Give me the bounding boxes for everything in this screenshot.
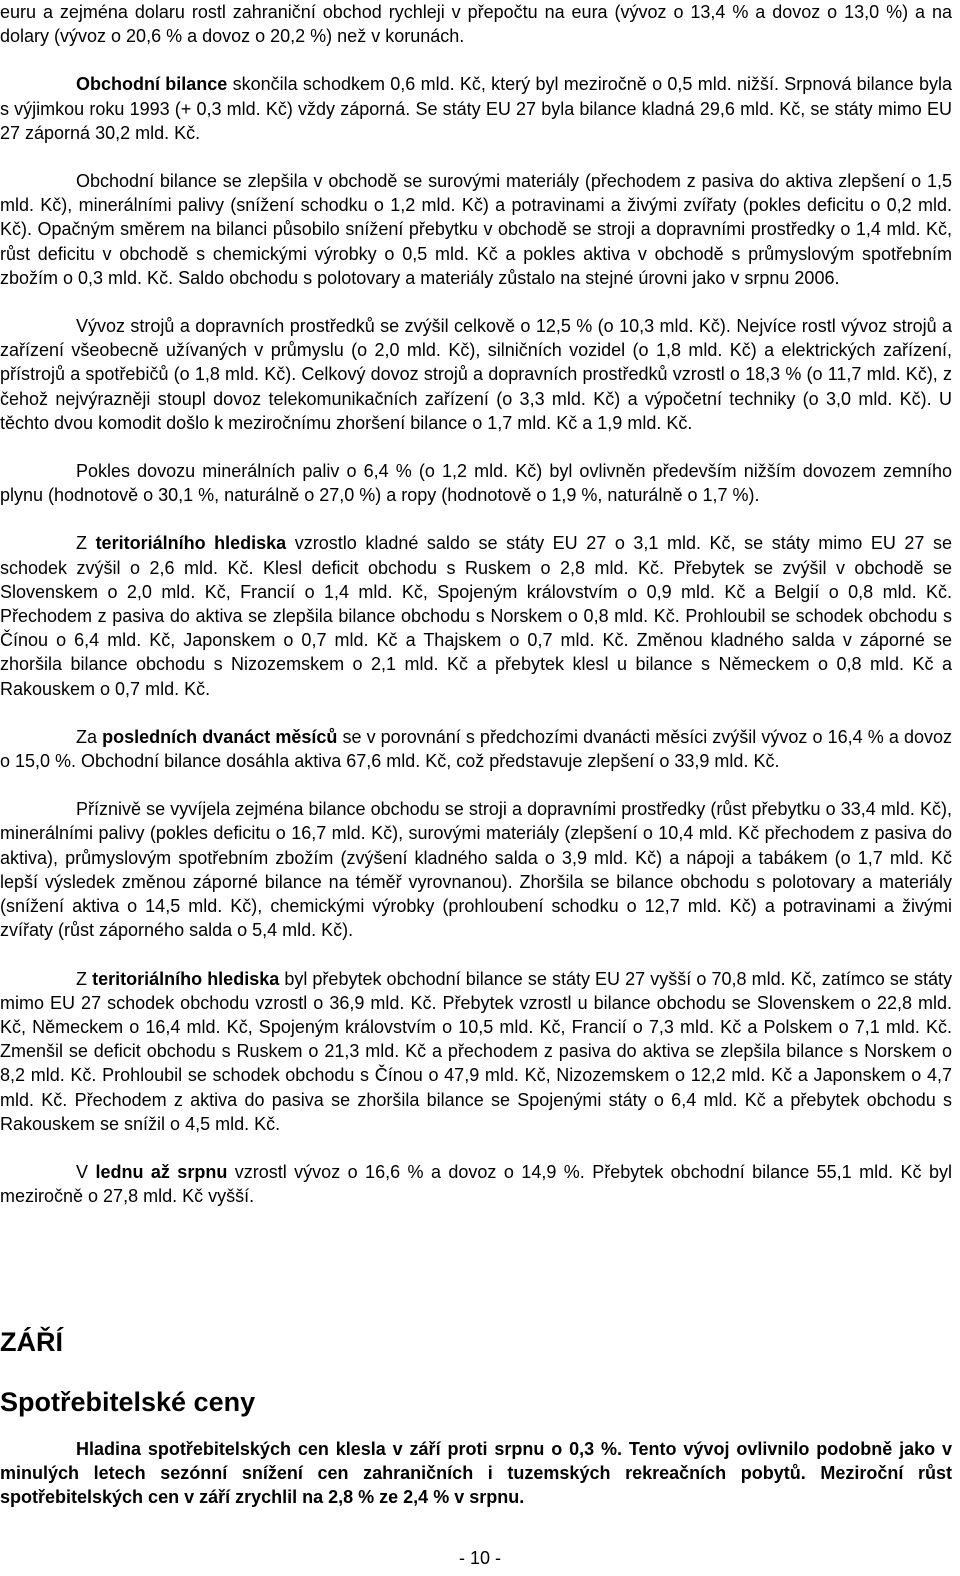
- paragraph-trade-balance: [0, 72, 952, 145]
- paragraph-text: vzrostlo kladné saldo se státy EU 27 o 3,1 mld. Kč, se státy mimo EU 27 se schodek zvýšil o 2,6 mld. Kč. Klesl deficit obchodu s Ruskem o 2,8 mld. Kč. Přebytek se zvýšil v obchodě se Slovenskem o 2,0 mld. Kč, Francií o 1,4 mld. Kč, Spojeným královstvím o 0,9 mld. Kč a Belgií o 0,8 mld. Kč. Přechodem z pasiva do aktiva se zlepšila bilance obchodu s Norskem o 0,8 mld. Kč. Prohloubil se schodek obchodu s Čínou o 6,4 mld. Kč, Japonskem o 0,7 mld. Kč a Thajskem o 0,7 mld. Kč. Změnou kladného salda v záporné se zhoršila bilance obchodu s Nizozemskem o 2,1 mld. Kč a přebytek klesl u bilance s Německem o 0,8 mld. Kč a Rakouskem o 0,7 mld. Kč.: [0, 533, 952, 699]
- page-number: - 10 -: [458, 1548, 501, 1568]
- paragraph-fuel-import: Pokles dovozu minerálních paliv o 6,4 % (o 1,2 mld. Kč) byl ovlivněn především nižším dovozem zemního plynu (hodnotově o 30,1 %, naturálně o 27,0 %) a ropy (hodnotově o 1,9 %, naturálně o 1,7 %).: [0, 461, 952, 506]
- bold-term: teritoriálního hlediska: [95, 533, 287, 554]
- paragraph-balance-improvement: Obchodní bilance se zlepšila v obchodě se surovými materiály (přechodem z pasiva do aktiva zlepšení o 1,5 mld. Kč), minerálními palivy (snížení schodku o 1,2 mld. Kč) a potravinami a živými zvířaty (pokles deficitu o 0,2 mld. Kč). Opačným směrem na bilanci působilo snížení přebytku v obchodě se stroji a dopravními prostředky o 1,4 mld. Kč, růst deficitu v obchodě s chemickými výrobky o 0,5 mld. Kč a pokles aktiva v obchodě s průmyslovým spotřebním zbožím o 0,3 mld. Kč. Saldo obchodu s polotovary a materiály zůstalo na stejné úrovni jako v srpnu 2006.: [0, 171, 952, 288]
- paragraph-text: skončila schodkem 0,6 mld. Kč, který byl meziročně o 0,5 mld. nižší. Srpnová bilance byla s výjimkou roku 1993 (+ 0,3 mld. Kč) vždy záporná. Se státy EU 27 byla bilance kladná 29,6 mld. Kč, se státy mimo EU 27 záporná 30,2 mld. Kč.: [0, 74, 952, 143]
- paragraph-text: Za: [76, 726, 103, 747]
- paragraph-jan-aug: [0, 1160, 952, 1208]
- paragraph-text: se v porovnání s předchozími dvanácti měsíci zvýšil vývoz o 16,4 % a dovoz o 15,0 %. Obchodní bilance dosáhla aktiva 67,6 mld. Kč, což představuje zlepšení o 33,9 mld. Kč.: [0, 726, 952, 772]
- bold-term: teritoriálního hlediska: [92, 968, 280, 989]
- section-title: ZÁŘÍ: [0, 1327, 63, 1357]
- paragraph-machinery-export: Vývoz strojů a dopravních prostředků se zvýšil celkově o 12,5 % (o 10,3 mld. Kč). Nejvíce rostl vývoz strojů a zařízení všeobecně užívaných v průmyslu (o 2,0 mld. Kč), silničních vozidel (o 1,8 mld. Kč) a elektrických zařízení, přístrojů a spotřebičů (o 1,8 mld. Kč). Celkový dovoz strojů a dopravních prostředků vzrostl o 18,3 % (o 11,7 mld. Kč), z čehož nejvýrazněji stoupl dovoz telekomunikačních zařízení (o 3,3 mld. Kč) a výpočetní techniky (o 3,0 mld. Kč). U těchto dvou komodit došlo k meziročnímu zhoršení bilance o 1,7 mld. Kč a 1,9 mld. Kč.: [0, 316, 952, 433]
- paragraph-text: Z: [76, 533, 96, 554]
- paragraph-text: byl přebytek obchodní bilance se státy EU 27 vyšší o 70,8 mld. Kč, zatímco se státy mimo EU 27 schodek obchodu vzrostl o 36,9 mld. Kč. Přebytek vzrostl u bilance obchodu se Slovenskem o 22,8 mld. Kč, Německem o 16,4 mld. Kč, Spojeným královstvím o 10,5 mld. Kč, Francií o 7,3 mld. Kč a Polskem o 7,1 mld. Kč. Zmenšil se deficit obchodu s Ruskem o 21,3 mld. Kč a přechodem z pasiva do aktiva se zlepšila bilance s Norskem o 8,2 mld. Kč. Prohloubil se schodek obchodu s Čínou o 47,9 mld. Kč, Nizozemskem o 12,2 mld. Kč a Japonskem o 4,7 mld. Kč. Přechodem z aktiva do pasiva se zhoršila bilance se Spojenými státy o 6,4 mld. Kč a přebytek obchodu s Rakouskem se snížil o 4,5 mld. Kč.: [0, 968, 952, 1134]
- paragraph-text: V: [76, 1161, 96, 1182]
- paragraph-territorial-2: [0, 967, 952, 1136]
- paragraph-text: Z: [76, 968, 93, 989]
- paragraph-territorial: [0, 531, 952, 700]
- subsection-title: Spotřebitelské ceny: [0, 1387, 256, 1417]
- bold-term: lednu až srpnu: [95, 1161, 228, 1182]
- bold-term: posledních dvanáct měsíců: [102, 726, 338, 747]
- paragraph-text: vzrostl vývoz o 16,6 % a dovoz o 14,9 %. Přebytek obchodní bilance 55,1 mld. Kč byl meziročně o 27,8 mld. Kč vyšší.: [0, 1161, 952, 1207]
- paragraph-favourable: Příznivě se vyvíjela zejména bilance obchodu se stroji a dopravními prostředky (růst přebytku o 33,4 mld. Kč), minerálními palivy (pokles deficitu o 16,7 mld. Kč), surovými materiály (zlepšení o 10,4 mld. Kč přechodem z pasiva do aktiva), průmyslovým spotřebním zbožím (zvýšení kladného salda o 3,9 mld. Kč) a nápoji a tabákem (o 1,7 mld. Kč lepší výsledek změnou záporné bilance na téměř vyrovnanou). Zhoršila se bilance obchodu s polotovary a materiály (snížení aktiva o 14,5 mld. Kč), chemickými výrobky (prohloubení schodku o 12,7 mld. Kč) a potravinami a živými zvířaty (růst záporného salda o 5,4 mld. Kč).: [0, 799, 952, 941]
- paragraph-continuation: euru a zejména dolaru rostl zahraniční obchod rychleji v přepočtu na eura (vývoz o 13,4 % a dovoz o 13,0 %) a na dolary (vývoz o 20,6 % a dovoz o 20,2 %) než v korunách.: [0, 2, 952, 47]
- lead-paragraph: Hladina spotřebitelských cen klesla v září proti srpnu o 0,3 %. Tento vývoj ovlivnilo podobně jako v minulých letech sezónní snížení cen zahraničních i tuzemských rekreačních pobytů. Meziroční růst spotřebitelských cen v září zrychlil na 2,8 % ze 2,4 % v srpnu.: [0, 1439, 952, 1508]
- paragraph-twelve-months: [0, 725, 952, 773]
- bold-term: Obchodní bilance: [76, 74, 228, 95]
